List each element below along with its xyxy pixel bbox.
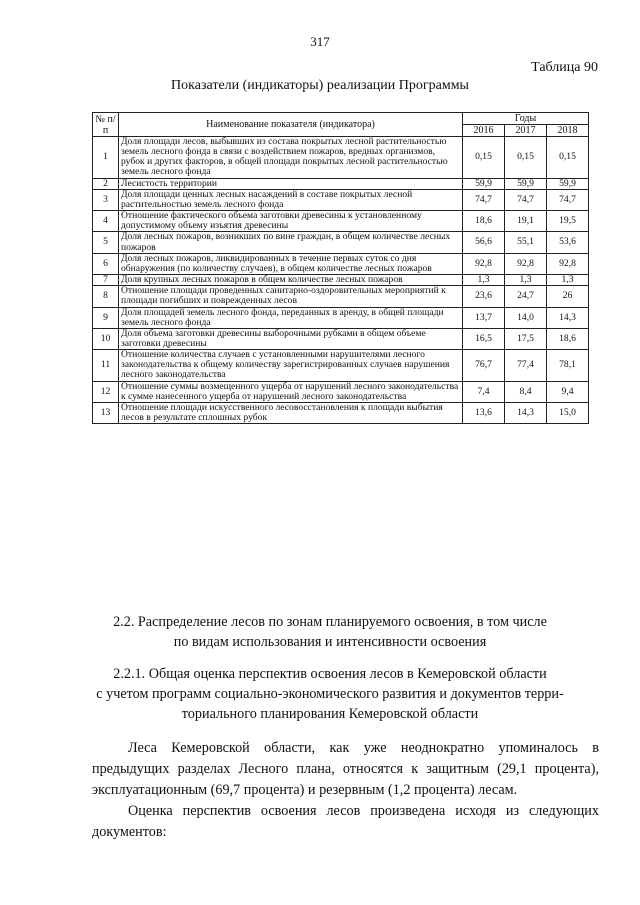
paragraph: Леса Кемеровской области, как уже неоднократно упоминалось в предыдущих разделах Лесного плана, относятся к защитным (29,1 процента), эксплуатационным (69,7 процента) и резервным (1,2 процента) лесам. [92, 740, 599, 798]
value-2016: 0,15 [463, 137, 505, 179]
value-2016: 18,6 [463, 211, 505, 232]
section-2-2-1-line: с учетом программ социально-экономического развития и документов терри- [96, 686, 564, 702]
value-2017: 74,7 [505, 189, 547, 210]
table-row [93, 211, 589, 232]
value-2017: 55,1 [505, 232, 547, 253]
row-number: 8 [93, 286, 119, 307]
header-name: Наименование показателя (индикатора) [119, 113, 463, 137]
table-title: Показатели (индикаторы) реализации Программы [171, 78, 469, 93]
table-row [93, 402, 589, 423]
indicator-name: Доля объема заготовки древесины выборочными рубками в общем объеме заготовки древесины [119, 328, 463, 349]
value-2016: 16,5 [463, 328, 505, 349]
page-number: 317 [310, 34, 330, 49]
indicator-name: Отношение количества случаев с установленными нарушителями лесного законодательства к общему количеству зарегистрированных случаев нарушения лесного законодательства [119, 350, 463, 381]
value-2016: 59,9 [463, 178, 505, 189]
table-row [93, 178, 589, 189]
row-number: 9 [93, 307, 119, 328]
value-2017: 19,1 [505, 211, 547, 232]
value-2017: 17,5 [505, 328, 547, 349]
section-2-2-heading [60, 612, 600, 652]
header-year-2018: 2018 [547, 125, 589, 137]
header-num: № п/п [93, 113, 119, 137]
row-number: 5 [93, 232, 119, 253]
value-2017: 1,3 [505, 275, 547, 286]
section-2-2-line: 2.2. Распределение лесов по зонам планируемого освоения, в том числе [113, 614, 547, 630]
value-2017: 59,9 [505, 178, 547, 189]
indicator-name: Отношение фактического объема заготовки древесины к установленному допустимому объему изъятия древесины [119, 211, 463, 232]
header-year-2016: 2016 [463, 125, 505, 137]
table-row [93, 286, 589, 307]
indicator-name: Отношение площади искусственного лесовосстановления к площади выбытия лесов в результате сплошных рубок [119, 402, 463, 423]
row-number: 11 [93, 350, 119, 381]
value-2016: 13,6 [463, 402, 505, 423]
table-row [93, 307, 589, 328]
section-2-2-1-line: 2.2.1. Общая оценка перспектив освоения лесов в Кемеровской области [113, 666, 547, 682]
value-2018: 78,1 [547, 350, 589, 381]
value-2018: 74,7 [547, 189, 589, 210]
indicator-name: Доля лесных пожаров, ликвидированных в течение первых суток со дня обнаружения (по количеству случаев), в общем количестве лесных пожаров [119, 253, 463, 274]
indicators-table [92, 112, 589, 424]
row-number: 6 [93, 253, 119, 274]
value-2018: 19,5 [547, 211, 589, 232]
value-2018: 92,8 [547, 253, 589, 274]
table-row [93, 253, 589, 274]
value-2018: 53,6 [547, 232, 589, 253]
indicator-name: Отношение суммы возмещенного ущерба от нарушений лесного законодательства к сумме нанесенного ущерба от нарушений лесного законодательства [119, 381, 463, 402]
header-year-2017: 2017 [505, 125, 547, 137]
value-2016: 56,6 [463, 232, 505, 253]
row-number: 7 [93, 275, 119, 286]
value-2016: 76,7 [463, 350, 505, 381]
section-2-2-line: по видам использования и интенсивности освоения [173, 634, 487, 650]
value-2018: 14,3 [547, 307, 589, 328]
table-row [93, 328, 589, 349]
indicator-name: Доля площади лесов, выбывших из состава покрытых лесной растительностью земель лесного фонда в связи с воздействием пожаров, вредных организмов, рубок и других факторов, в общей площади покрытых лесной растительностью земель лесного фонда [119, 137, 463, 179]
row-number: 13 [93, 402, 119, 423]
value-2016: 23,6 [463, 286, 505, 307]
value-2018: 9,4 [547, 381, 589, 402]
section-2-2-1-line: ториального планирования Кемеровской области [181, 706, 479, 722]
row-number: 12 [93, 381, 119, 402]
value-2018: 15,0 [547, 402, 589, 423]
indicator-name: Лесистость территории [119, 178, 463, 189]
row-number: 3 [93, 189, 119, 210]
table-row [93, 189, 589, 210]
value-2016: 92,8 [463, 253, 505, 274]
value-2018: 18,6 [547, 328, 589, 349]
indicator-name: Доля площадей земель лесного фонда, переданных в аренду, в общей площади земель лесного фонда [119, 307, 463, 328]
row-number: 10 [93, 328, 119, 349]
value-2016: 74,7 [463, 189, 505, 210]
value-2016: 1,3 [463, 275, 505, 286]
value-2016: 13,7 [463, 307, 505, 328]
value-2017: 8,4 [505, 381, 547, 402]
indicator-name: Доля крупных лесных пожаров в общем количестве лесных пожаров [119, 275, 463, 286]
table-row [93, 232, 589, 253]
table-row [93, 350, 589, 381]
value-2018: 1,3 [547, 275, 589, 286]
value-2016: 7,4 [463, 381, 505, 402]
section-2-2-1-heading [60, 664, 600, 724]
value-2018: 26 [547, 286, 589, 307]
value-2018: 59,9 [547, 178, 589, 189]
value-2017: 92,8 [505, 253, 547, 274]
value-2017: 24,7 [505, 286, 547, 307]
table-row [93, 275, 589, 286]
body-text [92, 738, 599, 843]
table-row [93, 137, 589, 179]
table-row [93, 381, 589, 402]
row-number: 4 [93, 211, 119, 232]
value-2017: 0,15 [505, 137, 547, 179]
value-2017: 14,3 [505, 402, 547, 423]
value-2017: 14,0 [505, 307, 547, 328]
row-number: 2 [93, 178, 119, 189]
indicator-name: Отношение площади проведенных санитарно-оздоровительных мероприятий к площади погибших и поврежденных лесов [119, 286, 463, 307]
value-2018: 0,15 [547, 137, 589, 179]
indicator-name: Доля лесных пожаров, возникших по вине граждан, в общем количестве лесных пожаров [119, 232, 463, 253]
indicator-name: Доля площади ценных лесных насаждений в составе покрытых лесной растительностью земель лесного фонда [119, 189, 463, 210]
value-2017: 77,4 [505, 350, 547, 381]
table-label: Таблица 90 [531, 60, 598, 75]
header-years: Годы [463, 113, 589, 125]
row-number: 1 [93, 137, 119, 179]
paragraph: Оценка перспектив освоения лесов произведена исходя из следующих документов: [92, 803, 599, 840]
